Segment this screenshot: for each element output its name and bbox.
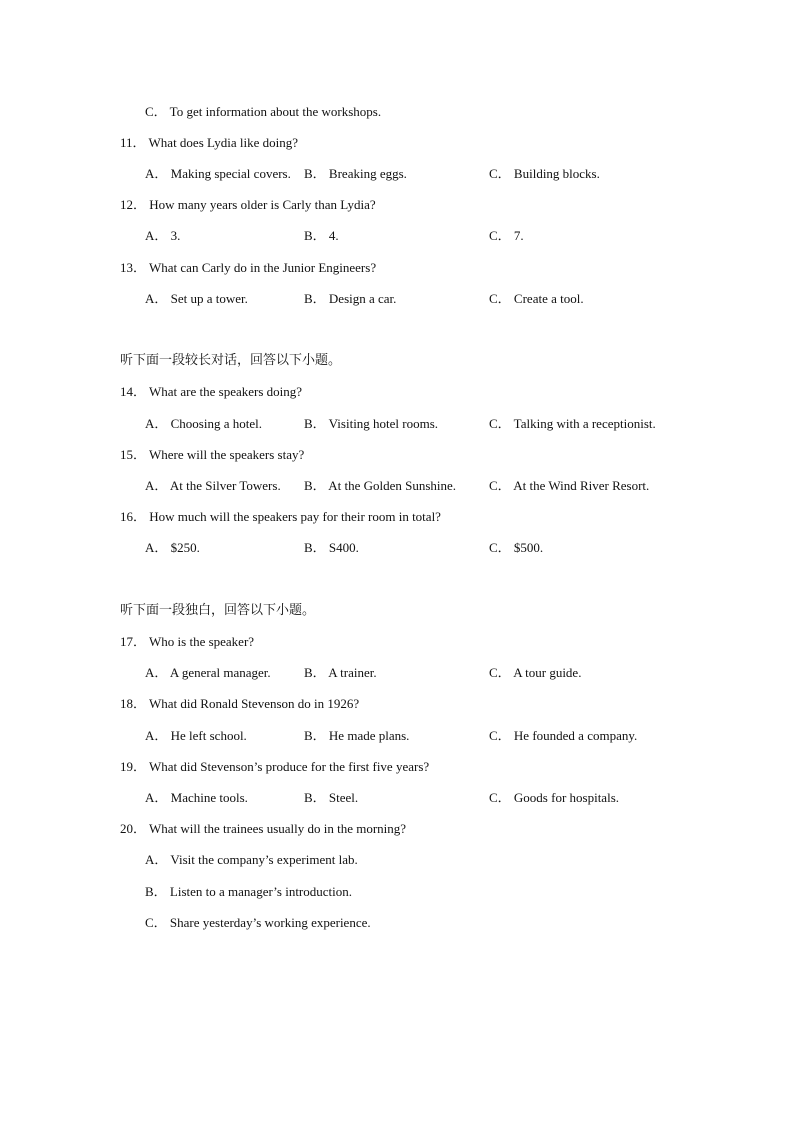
q10-option-c: C． To get information about the workshops. (145, 104, 382, 119)
q16-question: 16． How much will the speakers pay for their room in total? (120, 509, 441, 524)
q14-option-b: B． Visiting hotel rooms. (304, 416, 439, 431)
q18-option-c: C． He founded a company. (489, 728, 638, 743)
q12-option-c: C． 7. (489, 228, 524, 243)
q11-option-b: B． Breaking eggs. (304, 166, 407, 181)
q14-question: 14． What are the speakers doing? (120, 384, 303, 399)
q20-option-a: A． Visit the company’s experiment lab. (145, 852, 358, 867)
q14-option-a: A． Choosing a hotel. (145, 416, 262, 431)
q12-question: 12． How many years older is Carly than Lydia? (120, 197, 376, 212)
q15-option-c: C． At the Wind River Resort. (489, 478, 650, 493)
q18-option-b: B． He made plans. (304, 728, 410, 743)
q20-option-c: C． Share yesterday’s working experience. (145, 915, 371, 930)
q13-option-c: C． Create a tool. (489, 291, 584, 306)
section-heading-monologue: 听下面一段独白，回答以下小题。 (120, 603, 316, 618)
q15-option-a: A． At the Silver Towers. (145, 478, 281, 493)
q19-option-c: C． Goods for hospitals. (489, 790, 620, 805)
q17-option-b: B． A trainer. (304, 665, 377, 680)
q18-question: 18． What did Ronald Stevenson do in 1926? (120, 696, 360, 711)
q20-option-b: B． Listen to a manager’s introduction. (145, 884, 352, 899)
q19-option-a: A． Machine tools. (145, 790, 248, 805)
q13-option-a: A． Set up a tower. (145, 291, 248, 306)
q12-option-b: B． 4. (304, 228, 339, 243)
q16-option-b: B． S400. (304, 540, 359, 555)
section-heading-dialogue: 听下面一段较长对话，回答以下小题。 (120, 353, 342, 368)
q13-question: 13． What can Carly do in the Junior Engineers? (120, 260, 377, 275)
q14-option-c: C． Talking with a receptionist. (489, 416, 656, 431)
q17-option-c: C． A tour guide. (489, 665, 582, 680)
q11-question: 11． What does Lydia like doing? (120, 135, 298, 150)
q19-question: 19． What did Stevenson’s produce for the first five years? (120, 759, 430, 774)
q16-option-a: A． $250. (145, 540, 200, 555)
q11-option-c: C． Building blocks. (489, 166, 600, 181)
q11-option-a: A． Making special covers. (145, 166, 291, 181)
q18-option-a: A． He left school. (145, 728, 247, 743)
q12-option-a: A． 3. (145, 228, 181, 243)
q15-question: 15． Where will the speakers stay? (120, 447, 305, 462)
q20-question: 20． What will the trainees usually do in the morning? (120, 821, 407, 836)
q17-question: 17． Who is the speaker? (120, 634, 255, 649)
q16-option-c: C． $500. (489, 540, 544, 555)
q13-option-b: B． Design a car. (304, 291, 397, 306)
q15-option-b: B． At the Golden Sunshine. (304, 478, 457, 493)
q17-option-a: A． A general manager. (145, 665, 271, 680)
q19-option-b: B． Steel. (304, 790, 359, 805)
